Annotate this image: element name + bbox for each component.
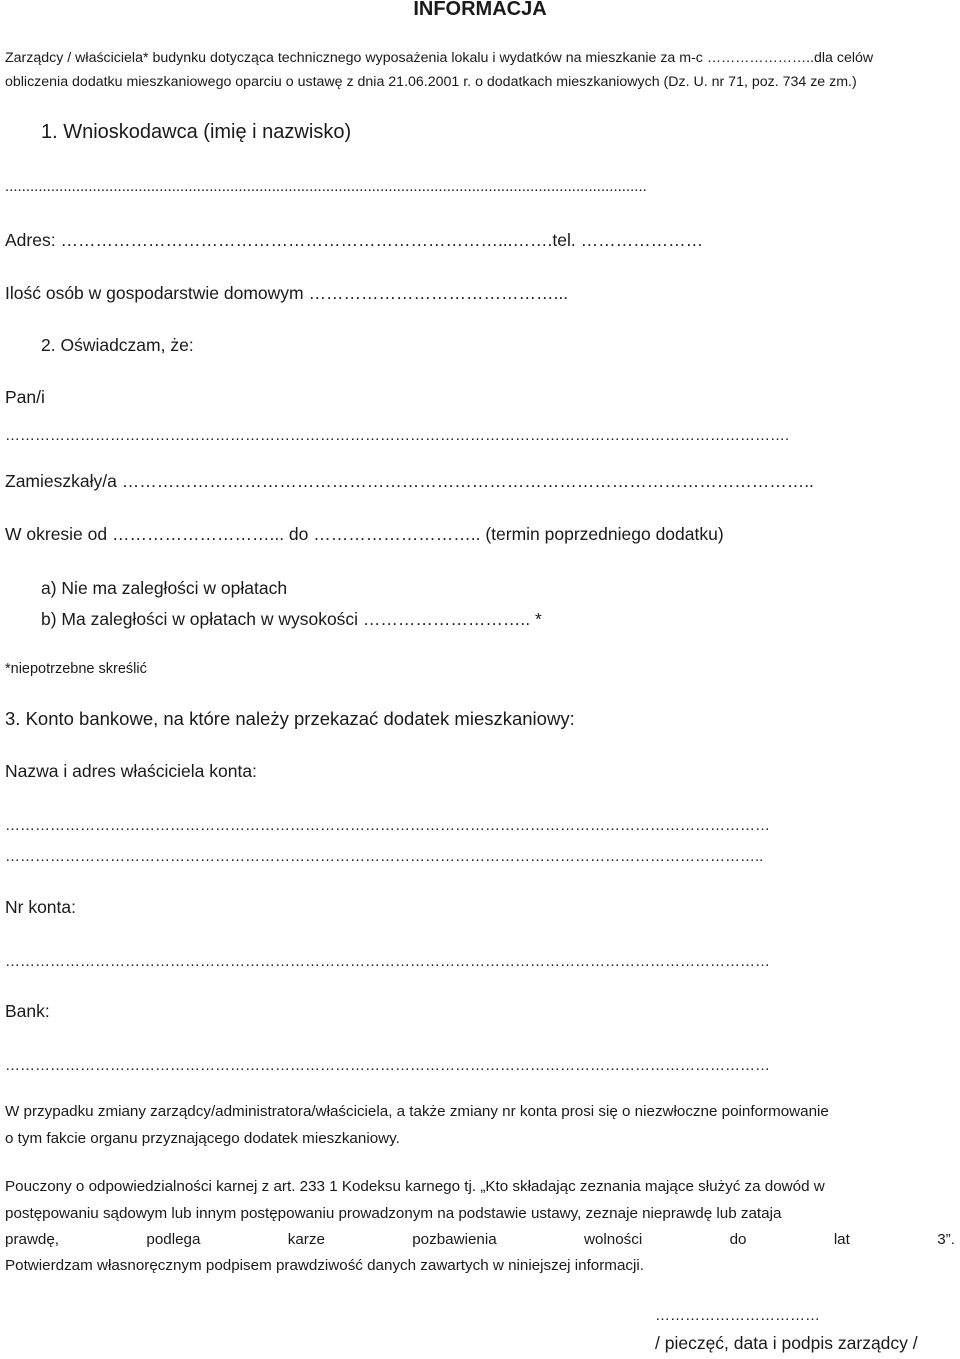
section-3-heading: 3. Konto bankowe, na które należy przekazać dodatek mieszkaniowy: (5, 708, 575, 729)
account-owner-label: Nazwa i adres właściciela konta: (5, 761, 257, 781)
bank-field[interactable]: ……………………………………………………………………………………………………………………………………… (5, 1057, 770, 1074)
household-size-line[interactable]: Ilość osób w gospodarstwie domowym ……………………………………... (5, 283, 569, 303)
section-1-heading: 1. Wnioskodawca (imię i nazwisko) (41, 121, 352, 143)
applicant-name-field[interactable]: .......................................................................................................................................................... (5, 178, 647, 195)
option-a[interactable]: a) Nie ma zaległości w opłatach (41, 578, 288, 598)
bank-label: Bank: (5, 1001, 50, 1021)
section-2-heading: 2. Oświadczam, że: (41, 335, 194, 355)
signature-field[interactable]: …………………………… (655, 1307, 820, 1324)
intro-line-2: obliczenia dodatku mieszkaniowego oparciu o ustawę z dnia 21.06.2001 r. o dodatkach mieszkaniowych (Dz. U. nr 71, poz. 734 ze zm.) (5, 74, 857, 90)
warning-word: wolności (584, 1231, 643, 1248)
warning-word: lat (833, 1231, 850, 1248)
period-line[interactable]: W okresie od ………………………... do ……………………….. (termin poprzedniego dodatku) (5, 524, 724, 544)
address-tel-line[interactable]: Adres: …………………………………………………………………...…….tel. ………………… (5, 230, 704, 250)
warning-line-4: Potwierdzam własnoręcznym podpisem prawdziwość danych zawartych w niniejszej informacji. (5, 1257, 644, 1274)
pan-name-field[interactable]: …………………………………………………………………………………………………………………………………………. (5, 427, 790, 444)
notice-line-1: W przypadku zmiany zarządcy/administratora/właściciela, a także zmiany nr konta prosi się o niezwłoczne poinformowanie (5, 1103, 829, 1120)
warning-word: prawdę, (5, 1231, 60, 1248)
intro-line-1: Zarządcy / właściciela* budynku dotycząca technicznego wyposażenia lokalu i wydatków na mieszkanie za m-c …………………..dla celów (5, 50, 874, 66)
warning-word: podlega (146, 1231, 201, 1248)
warning-word: 3”. (937, 1231, 955, 1248)
pan-label: Pan/i (5, 387, 45, 407)
signature-label: / pieczęć, data i podpis zarządcy / (655, 1333, 918, 1353)
account-number-label: Nr konta: (5, 897, 76, 917)
option-b[interactable]: b) Ma zaległości w opłatach w wysokości ……………………….. * (41, 609, 542, 629)
notice-line-2: o tym fakcie organu przyznającego dodatek mieszkaniowy. (5, 1130, 400, 1147)
warning-line-3 (5, 1231, 955, 1248)
account-owner-field-2[interactable]: …………………………………………………………………………………………………………………………………….. (5, 848, 764, 865)
warning-line-2: postępowaniu sądowym lub innym postępowaniu prowadzonym na podstawie ustawy, zeznaje nieprawdę lub zataja (5, 1205, 782, 1222)
warning-word: karze (287, 1231, 325, 1248)
account-owner-field-1[interactable]: ……………………………………………………………………………………………………………………………………… (5, 817, 770, 834)
warning-word: pozbawienia (412, 1231, 497, 1248)
document-title: INFORMACJA (413, 0, 547, 20)
account-number-field[interactable]: ……………………………………………………………………………………………………………………………………… (5, 953, 770, 970)
warning-line-1: Pouczony o odpowiedzialności karnej z art. 233 1 Kodeksu karnego tj. „Kto składając zeznania mające służyć za dowód w (5, 1178, 825, 1195)
warning-word: do (729, 1231, 747, 1248)
resident-line[interactable]: Zamieszkały/a ……………………………………………………………………………………………………….. (5, 471, 814, 491)
footnote: *niepotrzebne skreślić (5, 661, 147, 677)
